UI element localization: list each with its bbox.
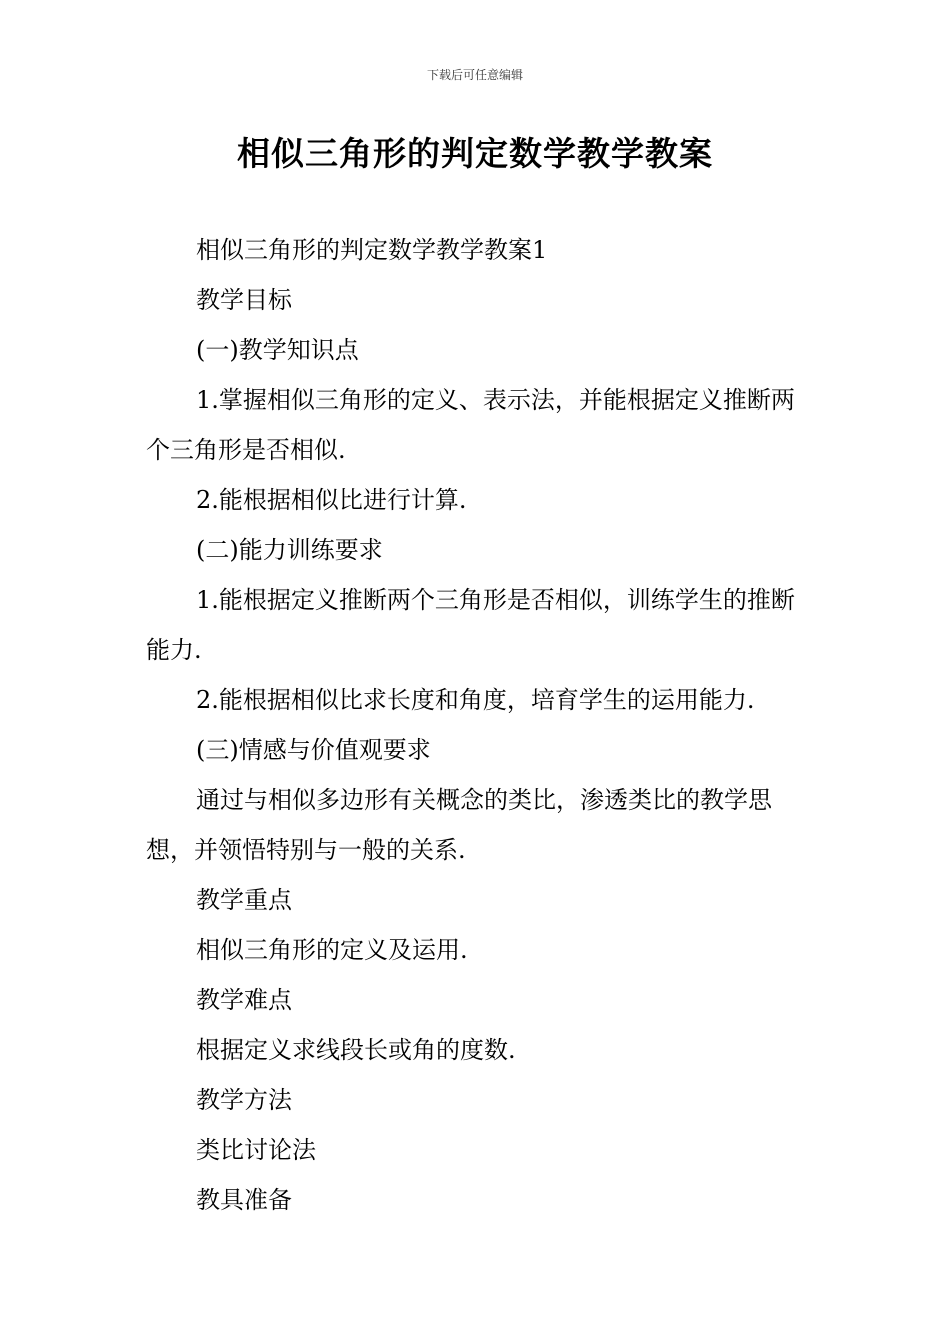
paragraph: 教学难点 xyxy=(196,986,292,1014)
paragraph: 教学目标 xyxy=(196,286,292,314)
paragraph: 教学方法 xyxy=(196,1086,292,1114)
paragraph: 教具准备 xyxy=(196,1186,292,1214)
paragraph: 根据定义求线段长或角的度数. xyxy=(196,1036,516,1064)
paragraph: 2.能根据相似比进行计算. xyxy=(196,486,467,514)
paragraph: (三)情感与价值观要求 xyxy=(196,736,431,764)
header-note: 下载后可任意编辑 xyxy=(426,68,523,82)
paragraph: 相似三角形的判定数学教学教案1 xyxy=(196,236,548,264)
paragraph: 通过与相似多边形有关概念的类比，渗透类比的教学思想，并领悟特别与一般的关系. xyxy=(146,786,772,864)
paragraph: 1.掌握相似三角形的定义、表示法，并能根据定义推断两个三角形是否相似. xyxy=(146,386,795,464)
document-title: 相似三角形的判定数学教学教案 xyxy=(237,134,713,173)
paragraph: (二)能力训练要求 xyxy=(196,536,383,564)
paragraph: 相似三角形的定义及运用. xyxy=(196,936,468,964)
paragraph: 1.能根据定义推断两个三角形是否相似，训练学生的推断能力. xyxy=(146,586,795,664)
document-body xyxy=(146,225,808,1225)
paragraph: 2.能根据相似比求长度和角度，培育学生的运用能力. xyxy=(196,686,755,714)
paragraph: 教学重点 xyxy=(196,886,292,914)
paragraph: (一)教学知识点 xyxy=(196,336,359,364)
paragraph: 类比讨论法 xyxy=(196,1136,316,1164)
